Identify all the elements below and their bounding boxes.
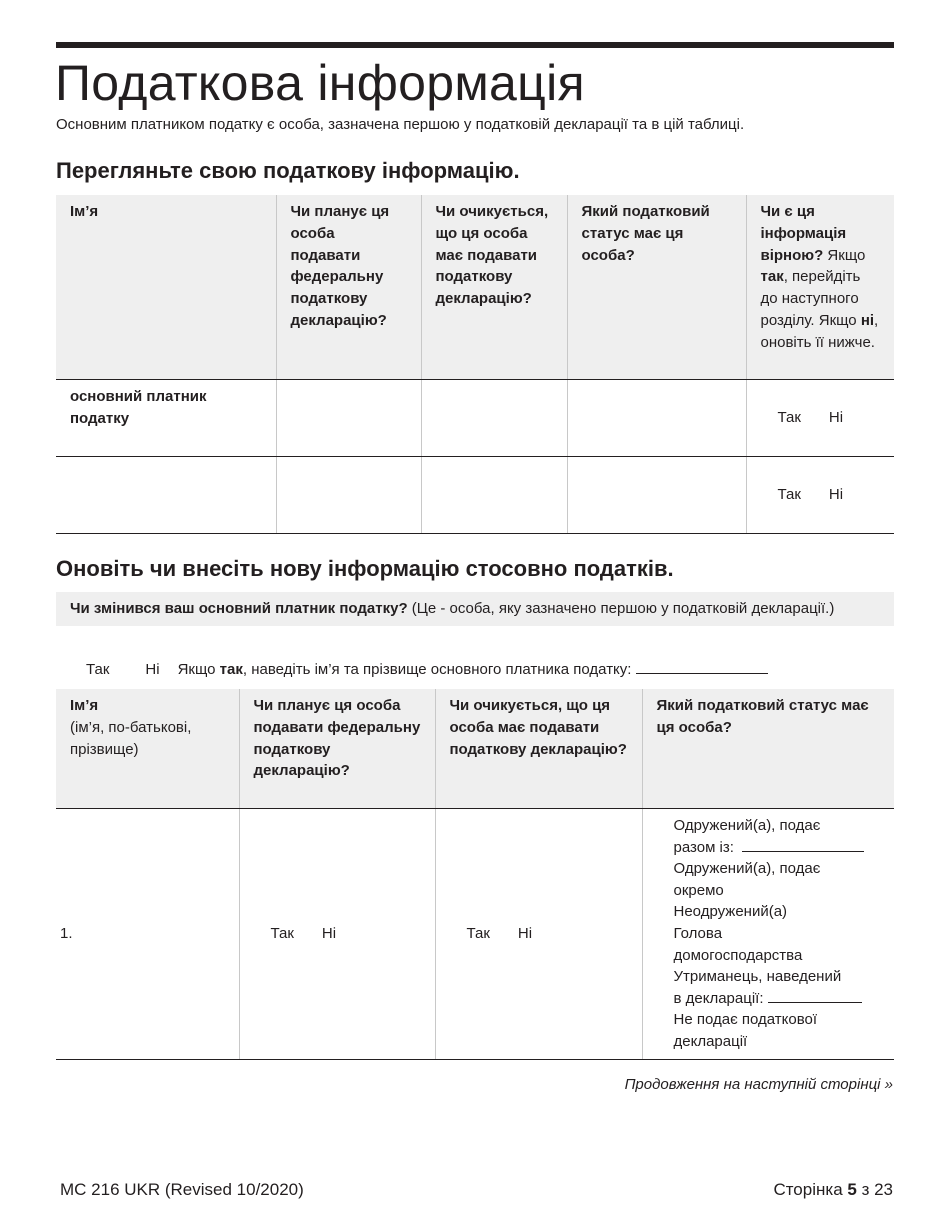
status-not-filing[interactable]: Не подає податкової декларації (673, 1011, 818, 1050)
col-name: Ім’я (56, 195, 276, 380)
review-tax-table (56, 195, 894, 534)
top-rule (56, 42, 894, 48)
expected-file-cell[interactable] (421, 457, 567, 534)
yes-option[interactable]: Так (777, 409, 801, 427)
col-expected-file: Чи очикується, що ця особа має подавати податкову декларацію? (421, 195, 567, 380)
page-subtitle: Основним платником податку є особа, зазначена першою у податковій декларації та в цій таблиці. (56, 116, 745, 133)
col-status: Який податковий статус має ця особа? (642, 689, 894, 809)
status-cell[interactable] (567, 380, 746, 457)
update-tax-table (56, 689, 894, 1060)
no-option[interactable]: Ні (145, 661, 160, 678)
no-option[interactable]: Ні (321, 924, 337, 942)
table-row (56, 457, 894, 534)
expected-file-cell (435, 809, 642, 1060)
status-single[interactable]: Неодружений(а) (673, 903, 788, 921)
col-expected-file: Чи очикується, що ця особа має подавати податкову декларацію? (435, 689, 642, 809)
no-option[interactable]: Ні (828, 409, 844, 427)
page-number: Сторінка 5 з 23 (773, 1180, 893, 1199)
col-plan-file: Чи планує ця особа подавати федеральну податкову декларацію? (239, 689, 435, 809)
yes-option[interactable]: Так (270, 924, 294, 942)
col-correct: Чи є ця інформація вірною? Якщо так, перейдіть до наступного розділу. Якщо ні, оновіть її нижче. (746, 195, 894, 380)
row-name: основний платник податку (56, 380, 276, 457)
correct-cell (746, 380, 894, 457)
status-cell[interactable] (567, 457, 746, 534)
primary-change-question: Чи змінився ваш основний платник податку? (Це - особа, яку зазначено першою у податковій декларації.) (56, 592, 894, 626)
status-separate[interactable]: Одружений(а), подає окремо (673, 860, 821, 899)
expected-file-cell[interactable] (421, 380, 567, 457)
status-dependent[interactable]: Утриманець, наведений в декларації: (674, 966, 881, 1009)
primary-name-field[interactable] (636, 661, 768, 674)
form-id: MC 216 UKR (Revised 10/2020) (60, 1180, 304, 1199)
col-name: Ім’я (ім’я, по-батькові, прізвище) (56, 689, 239, 809)
primary-change-answer: Так Ні Якщо так, наведіть ім’я та прізвище основного платника податку: (56, 660, 768, 680)
table-row (56, 380, 894, 457)
plan-file-cell[interactable] (276, 380, 421, 457)
yes-option[interactable]: Так (86, 661, 110, 678)
plan-file-cell[interactable] (276, 457, 421, 534)
plan-file-cell (239, 809, 435, 1060)
yes-option[interactable]: Так (466, 924, 490, 942)
yes-option[interactable]: Так (777, 486, 801, 504)
no-option[interactable]: Ні (517, 924, 533, 942)
status-options-cell (642, 809, 894, 1060)
review-heading: Перегляньте свою податкову інформацію. (56, 158, 520, 183)
update-heading: Оновіть чи внесіть нову інформацію стосовно податків. (56, 556, 674, 581)
table-row (56, 809, 894, 1060)
no-option[interactable]: Ні (828, 486, 844, 504)
correct-cell (746, 457, 894, 534)
continued-note: Продовження на наступній сторінці » (624, 1076, 893, 1093)
page-title: Податкова інформація (55, 55, 585, 111)
status-head-of-household[interactable]: Голова домогосподарства (673, 924, 803, 964)
dependent-name-field[interactable] (768, 990, 862, 1003)
row-name[interactable] (56, 457, 276, 534)
col-status: Який податковий статус має ця особа? (567, 195, 746, 380)
joint-name-field[interactable] (742, 839, 864, 852)
col-plan-file: Чи планує ця особа подавати федеральну податкову декларацію? (276, 195, 421, 380)
row-number: 1. (56, 809, 239, 1060)
status-joint[interactable]: Одружений(а), подає разом із: (674, 815, 881, 858)
status-options (657, 815, 881, 1053)
